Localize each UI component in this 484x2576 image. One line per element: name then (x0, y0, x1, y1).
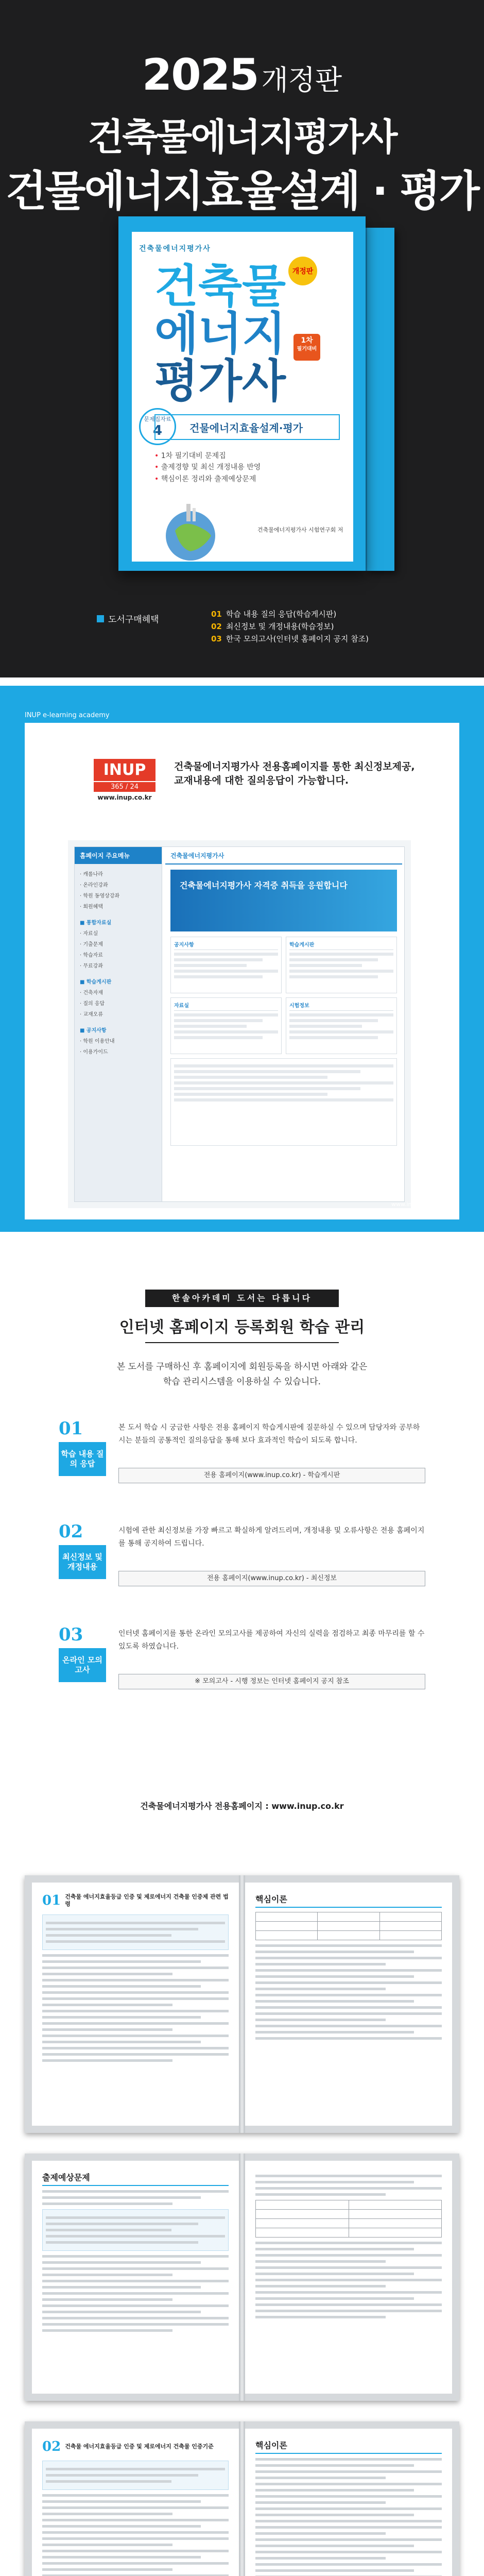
website-box (170, 937, 282, 993)
cover-big-line2: 에너지 (154, 307, 286, 360)
website-row (170, 1058, 397, 1146)
cover-feat-1: 1차 필기대비 문제집 (161, 452, 226, 460)
step-number: 01 (59, 1418, 83, 1439)
edition-year: 2025 (142, 49, 258, 100)
book-spread (25, 2421, 459, 2576)
website-menu-item: ■ 학습게시판 (80, 979, 112, 985)
cover-subtitle: 건물에너지효율설계·평가 (154, 414, 340, 440)
spread-left-page (32, 1883, 239, 2126)
website-box (286, 997, 397, 1054)
cover-feat-3: 핵심이론 정리와 출제예상문제 (161, 474, 256, 483)
website-row (170, 937, 397, 993)
step-number: 03 (59, 1624, 83, 1645)
website-menu-item: · 회원혜택 (80, 904, 103, 910)
spread-right-page (245, 2429, 452, 2576)
edition-label: 개정판 (261, 64, 342, 96)
benefit-text: 학습 내용 질의 응답(학습게시판) (226, 609, 337, 619)
benefit-item (211, 620, 369, 633)
page-heading: 핵심이론 (255, 1893, 442, 1908)
logo-square-icon (97, 615, 104, 622)
inup-logo-sub: 365 / 24 (94, 782, 155, 792)
spread-left-page (32, 2429, 239, 2576)
website-box (170, 997, 282, 1054)
step-number: 02 (59, 1521, 83, 1542)
step-box: ※ 모의고사 - 시행 정보는 인터넷 홈페이지 공지 참조 (118, 1674, 425, 1689)
website-menu-item: · 건축자재 (80, 990, 103, 996)
spread-fold (239, 2421, 245, 2576)
book-spine (366, 228, 394, 571)
website-box (286, 937, 397, 993)
spread-fold (239, 1875, 245, 2133)
learning-management-section (0, 1243, 484, 1861)
website-menu-item: · 학원 이용안내 (80, 1039, 115, 1044)
chapter-header (42, 1893, 229, 1908)
website-menu-item: ■ 통합자료실 (80, 920, 112, 926)
chapter-title: 건축물 에너지효율등급 인증 및 제로에너지 건축물 인증기준 (65, 2443, 214, 2450)
step-label: 최신정보 및 개정내용 (59, 1545, 106, 1579)
book-spread (25, 1875, 459, 2133)
inup-logo (94, 759, 155, 801)
step-text: 본 도서 학습 시 궁금한 사항은 전용 홈페이지 학습게시판에 질문하실 수 있으며 담당자와 공부하시는 분들의 공통적인 질의응답을 통해 보다 효과적인 학습이 되도록 합니다. (118, 1423, 420, 1445)
website-box-head: 시험정보 (289, 1001, 393, 1011)
chapter-header (42, 2439, 229, 2454)
step-label: 온라인 모의고사 (59, 1648, 106, 1682)
step-text: 인터넷 홈페이지를 통한 온라인 모의고사를 제공하여 자신의 실력을 점검하고 최종 마무리를 할 수 있도록 하였습니다. (118, 1630, 425, 1651)
website-menu-item: · 온라인강좌 (80, 883, 108, 888)
inup-logo-text: INUP (94, 759, 155, 781)
cover-vol: 1차 (301, 336, 313, 345)
chapter-number: 01 (42, 1893, 61, 1908)
website-menu-item: · 이용가이드 (80, 1049, 108, 1055)
content-note (42, 1914, 229, 1950)
section-footer-url: 건축물에너지평가사 전용홈페이지 : www.inup.co.kr (140, 1801, 344, 1811)
book-cover-image (98, 216, 396, 580)
website-box-head: 학습게시판 (289, 940, 393, 950)
publisher-logo (97, 612, 159, 625)
website-menu-item: · 자료실 (80, 931, 98, 937)
website-menu-item: · 기출문제 (80, 942, 103, 947)
chapter-number: 02 (42, 2439, 61, 2454)
publisher-logo-text: 도서구매혜택 (108, 615, 159, 625)
chapter-title: 건축물 에너지효율등급 인증 및 제로에너지 건축물 인증제 관련 법령 (65, 1893, 229, 1907)
section-banner: 한솔아카데미 도서는 다릅니다 (145, 1290, 339, 1307)
website-sidebar (75, 847, 162, 1201)
benefit-text: 한국 모의고사(인터넷 홈페이지 공지 참조) (226, 634, 369, 643)
cover-small-title: 건축물에너지평가사 (139, 245, 211, 253)
cover-feature-list: • 1차 필기대비 문제집 • 출제경향 및 최신 개정내용 반영 • 핵심이론 정리와 출제예상문제 (154, 452, 261, 483)
step-box: 전용 홈페이지(www.inup.co.kr) - 학습게시판 (118, 1468, 425, 1483)
cover-vol-sub: 필기대비 (297, 346, 317, 352)
cover-circle-top: 문제집자료 (144, 416, 171, 422)
website-menu-item: · 무료강좌 (80, 963, 103, 969)
benefit-item (211, 633, 369, 645)
website-sidebar-head: 홈페이지 주요메뉴 (75, 847, 162, 864)
title-divider (145, 1342, 339, 1343)
homepage-description: 건축물에너지평가사 전용홈페이지를 통한 최신정보제공, 교재내용에 대한 질의응답이 가능합니다. (174, 761, 415, 786)
website-menu-item: ■ 공지사항 (80, 1028, 107, 1033)
spread-left-page (32, 2161, 239, 2394)
website-main (165, 847, 402, 1201)
website-menu-item: · 캐롤나라 (80, 872, 103, 877)
hero-section (0, 0, 484, 677)
book-title-line1: 건축물에너지평가사 (88, 115, 396, 159)
edition-title (0, 49, 484, 100)
website-box (170, 1058, 397, 1146)
content-table (255, 1912, 442, 1940)
website-banner: 건축물에너지평가사 자격증 취득을 응원합니다 (170, 870, 397, 931)
cover-circle-num: 4 (152, 423, 163, 438)
benefit-num: 03 (211, 634, 222, 643)
spread-right-page (245, 1883, 452, 2126)
content-note (42, 2209, 229, 2251)
step-item (59, 1624, 425, 1712)
homepage-section (0, 677, 484, 1243)
page-heading: 출제예상문제 (42, 2171, 229, 2186)
book-spread (25, 2154, 459, 2401)
website-menu-item: · 교재오류 (80, 1012, 103, 1018)
cover-revised-badge: 개정판 (288, 257, 317, 285)
cover-feat-2: 출제경향 및 최신 개정내용 반영 (161, 463, 261, 472)
spread-fold (239, 2154, 245, 2401)
benefit-text: 최신정보 및 개정내용(학습정보) (226, 622, 334, 631)
website-screenshot (74, 846, 405, 1202)
step-item (59, 1418, 425, 1506)
website-box-head: 자료실 (174, 1001, 278, 1011)
intro-line-1: 본 도서를 구매하신 후 홈페이지에 회원등록을 하시면 아래와 같은 (116, 1362, 368, 1372)
globe-illustration (154, 500, 227, 562)
homepage-panel (25, 723, 459, 1219)
content-note (42, 2461, 229, 2490)
cover-big-line1: 건축물 (154, 260, 286, 313)
section-intro (0, 1360, 484, 1389)
website-menu-item: · 학원 동영상강좌 (80, 893, 120, 899)
step-text: 시험에 관한 최신정보를 가장 빠르고 확실하게 알려드리며, 개정내용 및 오류사항은 전용 홈페이지를 통해 공지하여 드립니다. (118, 1527, 425, 1548)
book-title-line2: 건물에너지효율설계 · 평가 (6, 167, 478, 216)
benefit-item (211, 608, 369, 620)
inup-logo-url: www.inup.co.kr (97, 794, 152, 801)
book-cover (118, 216, 366, 571)
cover-volume-badge (293, 334, 320, 361)
step-item (59, 1521, 425, 1609)
website-menu-item: · 질의 응답 (80, 1001, 105, 1007)
content-table (255, 2200, 442, 2238)
step-label: 학습 내용 질의 응답 (59, 1442, 106, 1476)
spread-right-page (245, 2161, 452, 2394)
page-heading: 핵심이론 (255, 2439, 442, 2454)
step-box: 전용 홈페이지(www.inup.co.kr) - 최신정보 (118, 1571, 425, 1586)
section-title: 인터넷 홈페이지 등록회원 학습 관리 (119, 1318, 365, 1336)
cover-big-line3: 평가사 (154, 354, 286, 408)
website-row (170, 997, 397, 1054)
website-menu-list (75, 864, 162, 1061)
cover-publisher: 건축물에너지평가사 시험연구회 저 (257, 527, 343, 533)
benefit-num: 01 (211, 609, 222, 619)
website-topbar: 건축물에너지평가사 (165, 847, 402, 865)
intro-line-2: 학습 관리시스템을 이용하실 수 있습니다. (163, 1376, 321, 1387)
academy-strip: INUP e-learning academy (25, 711, 110, 719)
benefit-num: 02 (211, 622, 222, 631)
homepage-url: www.inup.co.kr (391, 1201, 435, 1208)
website-menu-item: · 학습자료 (80, 953, 103, 958)
website-box-head: 공지사항 (174, 940, 278, 950)
purchase-benefits (211, 608, 369, 645)
homepage-blue-frame (0, 686, 484, 1232)
